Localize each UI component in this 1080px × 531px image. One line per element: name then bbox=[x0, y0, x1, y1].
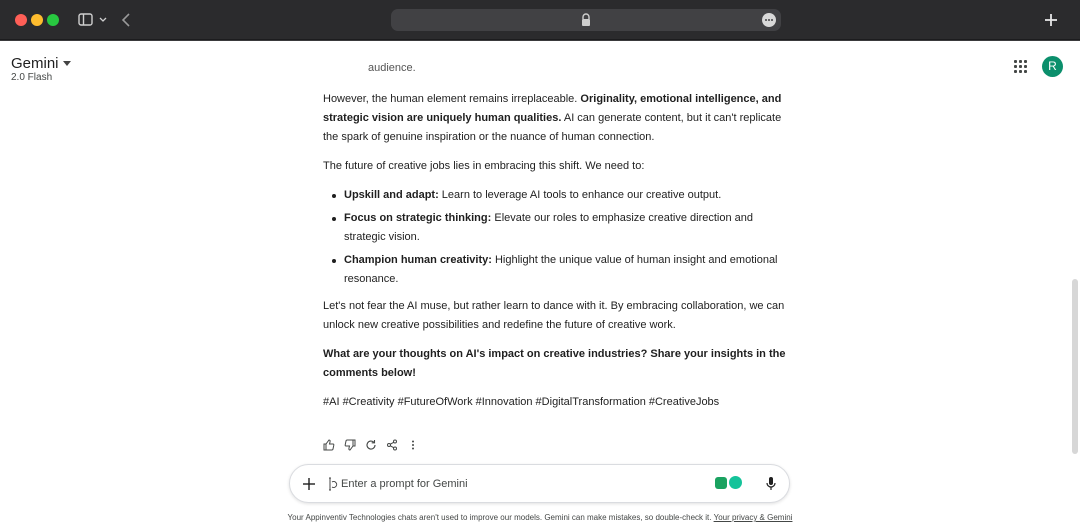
page-menu-icon[interactable] bbox=[762, 13, 776, 27]
list-item: Upskill and adapt: Learn to leverage AI tools to enhance our creative output. bbox=[323, 186, 793, 205]
regenerate-icon[interactable] bbox=[365, 438, 377, 450]
list-item: Champion human creativity: Highlight the unique value of human insight and emotional resonance. bbox=[323, 251, 793, 289]
cut-off-line: audience. bbox=[368, 62, 416, 74]
scrollbar[interactable] bbox=[1072, 279, 1078, 454]
new-tab-icon[interactable] bbox=[1043, 12, 1059, 28]
minimize-window-button[interactable] bbox=[31, 14, 43, 26]
grammarly-icon[interactable] bbox=[729, 476, 742, 489]
maximize-window-button[interactable] bbox=[47, 14, 59, 26]
chevron-down-icon[interactable] bbox=[63, 61, 71, 66]
disclaimer: Your Appinventiv Technologies chats aren't used to improve our models. Gemini can make mistakes, so double-check it. Your privacy & Gemini bbox=[287, 513, 793, 522]
hashtags: #AI #Creativity #FutureOfWork #Innovation #DigitalTransformation #CreativeJobs bbox=[323, 396, 720, 408]
share-icon[interactable] bbox=[386, 438, 398, 450]
prompt-bar bbox=[289, 464, 790, 503]
paragraph-future: The future of creative jobs lies in embracing this shift. We need to: bbox=[323, 160, 645, 172]
lock-icon bbox=[580, 13, 592, 27]
model-selector[interactable]: Gemini bbox=[11, 55, 59, 72]
more-vert-icon[interactable] bbox=[407, 438, 419, 450]
add-icon[interactable] bbox=[302, 477, 316, 491]
privacy-link[interactable]: Your privacy & Gemini bbox=[713, 513, 793, 522]
browser-toolbar bbox=[0, 0, 1080, 40]
model-version: 2.0 Flash bbox=[11, 72, 53, 83]
apps-grid-icon[interactable] bbox=[1014, 60, 1028, 74]
close-window-button[interactable] bbox=[15, 14, 27, 26]
closing-question: What are your thoughts on AI's impact on creative industries? Share your insights in the comments below! bbox=[323, 348, 786, 379]
response-content bbox=[323, 62, 793, 412]
microphone-icon[interactable] bbox=[766, 476, 776, 492]
gemini-app bbox=[0, 41, 1080, 531]
thumbs-up-icon[interactable] bbox=[323, 438, 335, 450]
paragraph-human-element: However, the human element remains irreplaceable. Originality, emotional intelligence, and strategic vision are uniquely human qualities. AI can generate content, but it can't replicate the spark of genuine inspiration or the nuance of human connection. bbox=[323, 93, 782, 143]
list-item: Focus on strategic thinking: Elevate our roles to emphasize creative direction and strategic vision. bbox=[323, 209, 793, 247]
extension-icon[interactable] bbox=[715, 477, 727, 489]
address-bar[interactable] bbox=[391, 9, 781, 31]
paragraph-collaboration: Let's not fear the AI muse, but rather learn to dance with it. By embracing collaboration, we can unlock new creative possibilities and redefine the future of creative work. bbox=[323, 300, 785, 331]
prompt-input[interactable] bbox=[341, 474, 701, 494]
back-arrow-icon[interactable] bbox=[120, 12, 134, 28]
text-cursor-icon bbox=[327, 477, 337, 491]
avatar[interactable]: R bbox=[1042, 56, 1063, 77]
sidebar-toggle-icon[interactable] bbox=[78, 13, 108, 27]
thumbs-down-icon[interactable] bbox=[344, 438, 356, 450]
bullet-list bbox=[323, 186, 793, 289]
